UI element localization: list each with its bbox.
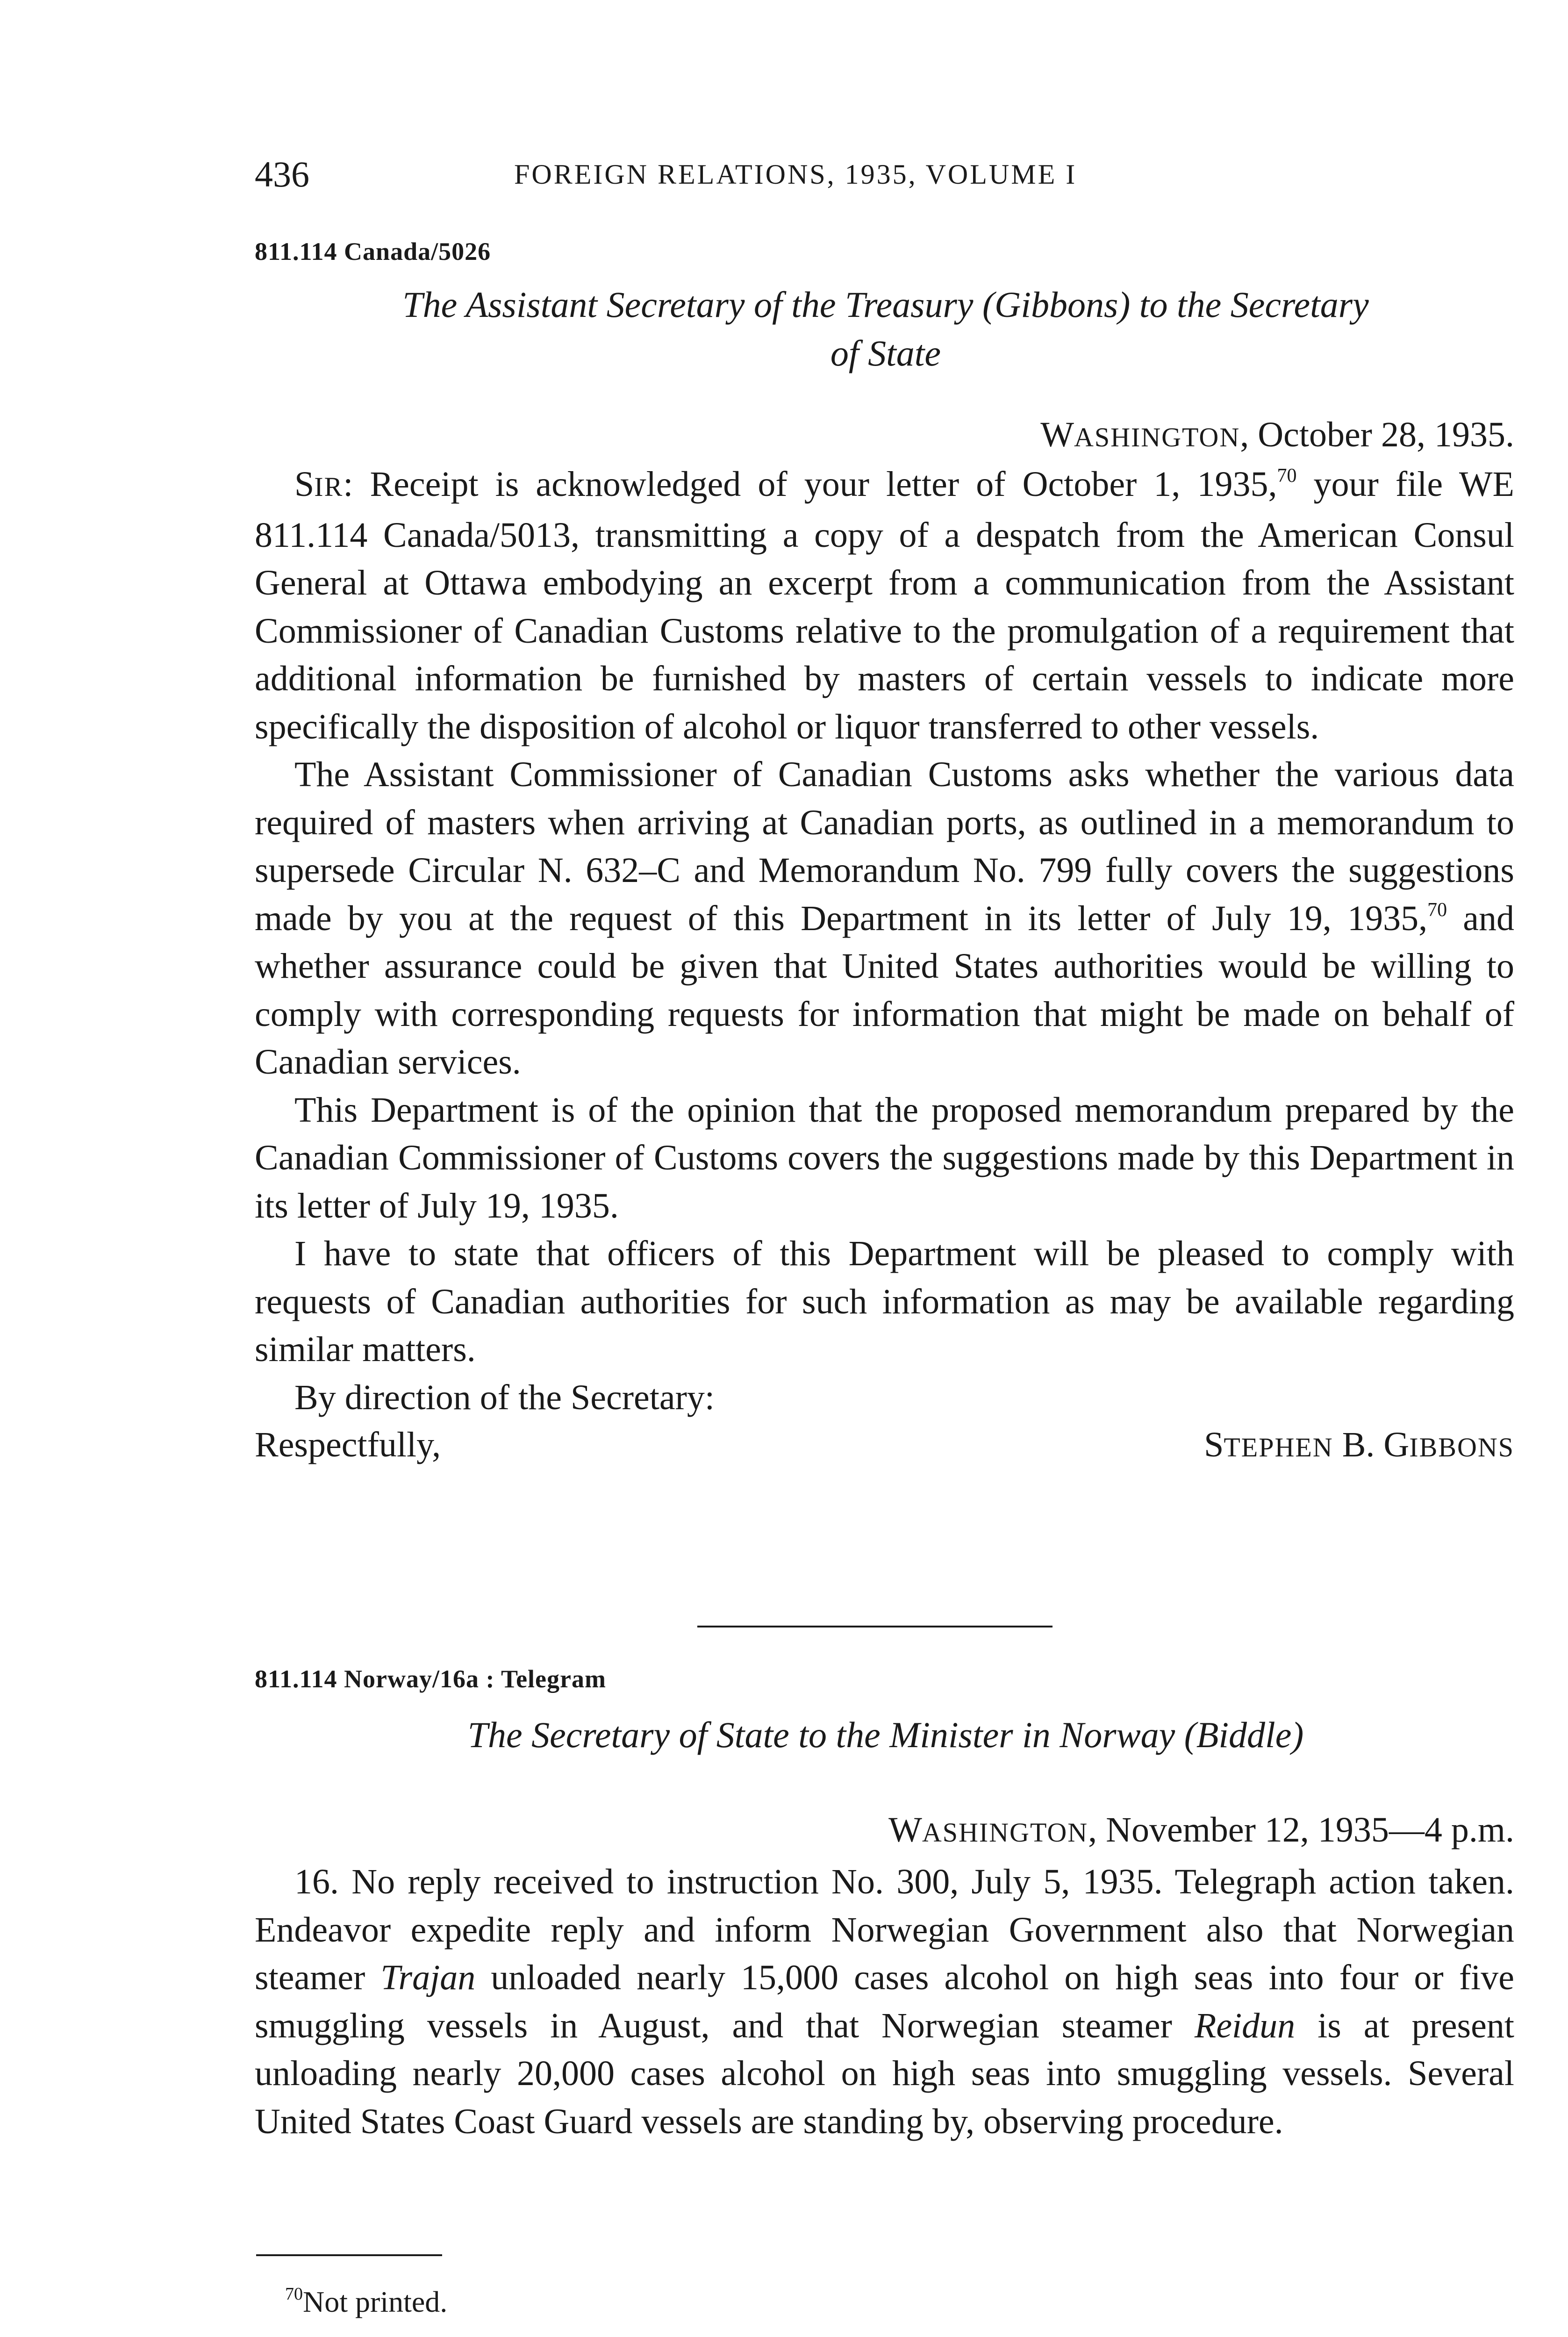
running-head-title: FOREIGN RELATIONS, 1935, VOLUME I xyxy=(514,159,1077,190)
doc1-signature-row xyxy=(255,1421,1514,1468)
running-head xyxy=(255,149,1517,200)
doc1-paragraph-5: By direction of the Secretary: xyxy=(294,1377,715,1417)
doc1-signature: STEPHEN B. GIBBONS xyxy=(1204,1425,1514,1464)
doc1-body xyxy=(255,460,1514,1468)
doc2-paragraph: 16. No reply received to instruction No. 300, July 5, 1935. Telegraph action taken. Endeavor expedite reply and inform Norwegian Government also that Norwegian steamer Trajan unloaded nearly 15,000 cases alcohol on high seas into four or five smuggling vessels in August, and that Norwegian steamer Reidun is at present unloading nearly 20,000 cases alcohol on high seas into smuggling vessels. Several United States Coast Guard vessels are standing by, observing procedure. xyxy=(255,1862,1515,2141)
doc2-dateline: WASHINGTON, November 12, 1935—4 p.m. xyxy=(888,1810,1514,1850)
doc1-paragraph-4: I have to state that officers of this Department will be pleased to comply with requests of Canadian authorities for such information as may be available regarding similar matters. xyxy=(255,1234,1514,1369)
doc2-body xyxy=(255,1858,1514,2145)
footnote-ref: 70 xyxy=(1277,465,1297,487)
footnote xyxy=(285,2281,447,2323)
doc2-heading: The Secretary of State to the Minister in Norway (Biddle) xyxy=(467,1714,1304,1755)
footnote-text: Not printed. xyxy=(303,2285,448,2318)
doc1-paragraph-2: The Assistant Commissioner of Canadian Customs asks whether the various data required of masters when arriving at Canadian ports, as outlined in a memorandum to supersede Circular N. 632–C and Memorandum No. 799 fully covers the suggestions made by you at the request of this Department in its letter of July 19, 1935,70 and whether assurance could be given that United States authorities would be willing to comply with corresponding requests for information that might be made on behalf of Canadian services. xyxy=(255,755,1514,1082)
doc1-file-reference: 811.114 Canada/5026 xyxy=(255,237,491,265)
doc1-closing: Respectfully, xyxy=(255,1425,441,1464)
footnote-marker: 70 xyxy=(285,2284,303,2304)
footnote-divider xyxy=(256,2254,442,2256)
doc1-heading xyxy=(255,280,1517,378)
ship-name-trajan: Trajan xyxy=(380,1958,476,1997)
footnote-ref: 70 xyxy=(1427,899,1447,921)
doc1-dateline: WASHINGTON, October 28, 1935. xyxy=(1040,415,1514,454)
section-divider xyxy=(697,1626,1052,1627)
doc1-paragraph-3: This Department is of the opinion that the proposed memorandum prepared by the Canadian Commissioner of Customs covers the suggestions made by this Department in its letter of July 19, 1935. xyxy=(255,1090,1514,1226)
doc2-file-reference: 811.114 Norway/16a : Telegram xyxy=(255,1665,606,1693)
doc1-heading-line2: of State xyxy=(830,333,941,373)
page-number: 436 xyxy=(255,154,309,194)
doc1-paragraph-1: SIR: Receipt is acknowledged of your letter of October 1, 1935,70 your file WE 811.114 Canada/5013, transmitting a copy of a despatch from the American Consul General at Ottawa embodying an excerpt from a communication from the Assistant Commissioner of Canadian Customs relative to the promulgation of a requirement that additional information be furnished by masters of certain vessels to indicate more specifically the disposition of alcohol or liquor transferred to other vessels. xyxy=(255,465,1514,746)
ship-name-reidun: Reidun xyxy=(1194,2006,1296,2045)
doc1-heading-line1: The Assistant Secretary of the Treasury (Gibbons) to the Secretary xyxy=(402,284,1369,325)
